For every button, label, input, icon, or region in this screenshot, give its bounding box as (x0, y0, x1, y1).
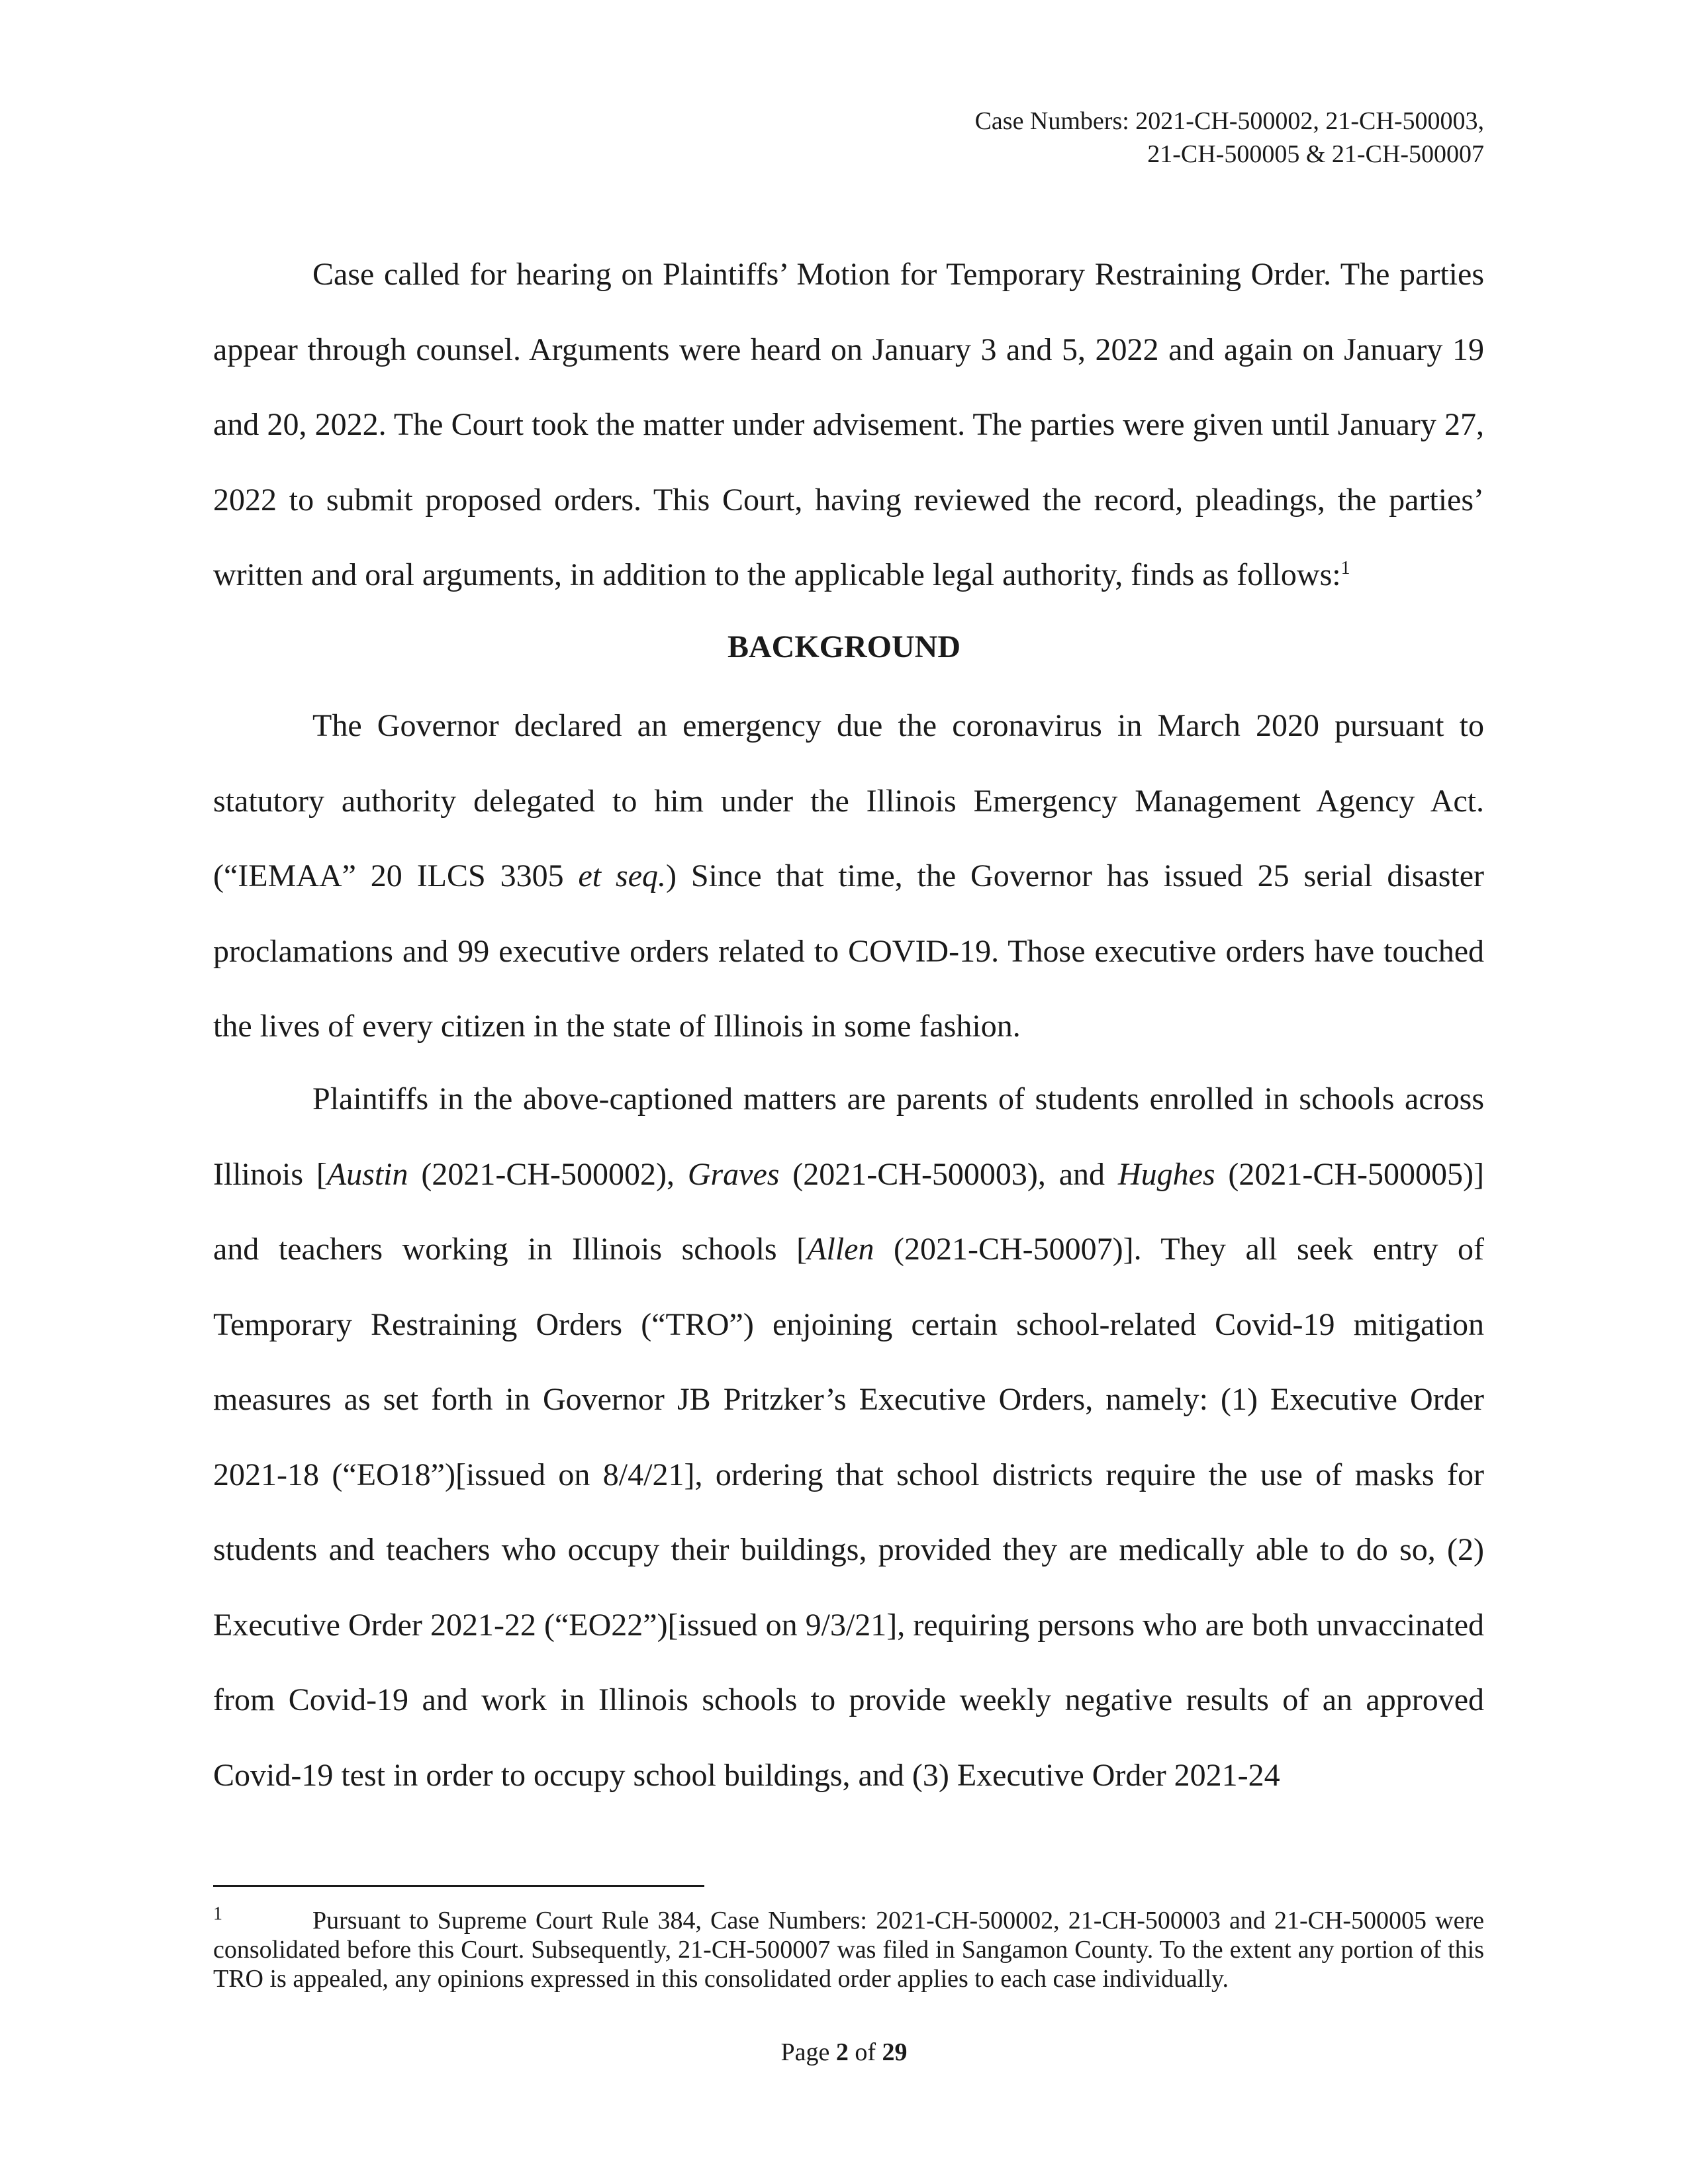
page-number-prefix: Page (780, 2038, 836, 2066)
text-run: Plaintiffs in the above-captioned matters are parents of students enrolled in schools across Illinois [ (213, 1081, 1484, 1192)
case-numbers-header (975, 105, 1484, 171)
footnote-text: Pursuant to Supreme Court Rule 384, Case Numbers: 2021-CH-500002, 21-CH-500003 and 21-CH-500005 were consolidated before this Court. Subsequently, 21-CH-500007 was filed in Sangamon County. To the extent any portion of this TRO is appealed, any opinions expressed in this consolidated order applies to each case individually. (213, 1907, 1484, 1993)
footnote-number: 1 (213, 1903, 222, 1925)
footnote-1 (213, 1903, 1484, 1993)
text-run: ) Since that time, the Governor has issued 25 serial disaster proclamations and 99 executive orders related to COVID-19. Those executive orders have touched the lives of every citizen in the state of Illinois in some fashion. (213, 858, 1485, 1044)
paragraph-hearing (213, 237, 1484, 613)
page-number-total: 29 (882, 2038, 908, 2066)
case-name-hughes: Hughes (1117, 1156, 1215, 1192)
page-number (0, 2036, 1688, 2069)
text-run: The Governor declared an emergency due the coronavirus in March 2020 pursuant to statutory authority delegated to him under the Illinois Emergency Management Agency Act. (“IEMAA” 20 ILCS 3305 (213, 708, 1484, 893)
case-numbers-line-2: 21-CH-500005 & 21-CH-500007 (1147, 140, 1484, 168)
text-run: (2021-CH-50007)]. They all seek entry of Temporary Restraining Orders (“TRO”) enjoining certain school-related Covid-19 mitigation measures as set forth in Governor JB Pritzker’s Executive Orders, namely: (1) Executive Order 2021-18 (“EO18”)[issued on 8/4/21], ordering that school districts require the use of masks for students and teachers who occupy their buildings, provided they are medically able to do so, (2) Executive Order 2021-22 (“EO22”)[issued on 9/3/21], requiring persons who are both unvaccinated from Covid-19 and work in Illinois schools to provide weekly negative results of an approved Covid-19 test in order to occupy school buildings, and (3) Executive Order 2021-24 (213, 1232, 1484, 1793)
case-numbers-line-1: Case Numbers: 2021-CH-500002, 21-CH-500003, (974, 107, 1484, 135)
text-run: (2021-CH-500005)] and teachers working in Illinois schools [ (213, 1156, 1485, 1267)
text-run: (2021-CH-500003), and (779, 1156, 1118, 1192)
paragraph-governor-emergency (213, 688, 1484, 1064)
text-run: (2021-CH-500002), (408, 1156, 688, 1192)
paragraph-plaintiffs (213, 1062, 1484, 1813)
page-number-current: 2 (835, 2038, 849, 2066)
footnote-reference[interactable]: 1 (1340, 558, 1350, 578)
italic-citation: et seq. (578, 858, 667, 893)
section-heading-background: BACKGROUND (727, 629, 961, 664)
paragraph-hearing-text: Case called for hearing on Plaintiffs’ Motion for Temporary Restraining Order. The parties appear through counsel. Arguments were heard on January 3 and 5, 2022 and again on January 19 and 20, 2022. The Court took the matter under advisement. The parties were given until January 27, 2022 to submit proposed orders. This Court, having reviewed the record, pleadings, the parties’ written and oral arguments, in addition to the applicable legal authority, finds as follows: (213, 257, 1484, 592)
case-name-graves: Graves (687, 1156, 780, 1192)
footnote-divider (213, 1885, 704, 1887)
case-name-allen: Allen (807, 1232, 874, 1267)
footnote-indent (213, 1903, 312, 1935)
page-number-of: of (848, 2038, 882, 2066)
case-name-austin: Austin (326, 1156, 408, 1192)
